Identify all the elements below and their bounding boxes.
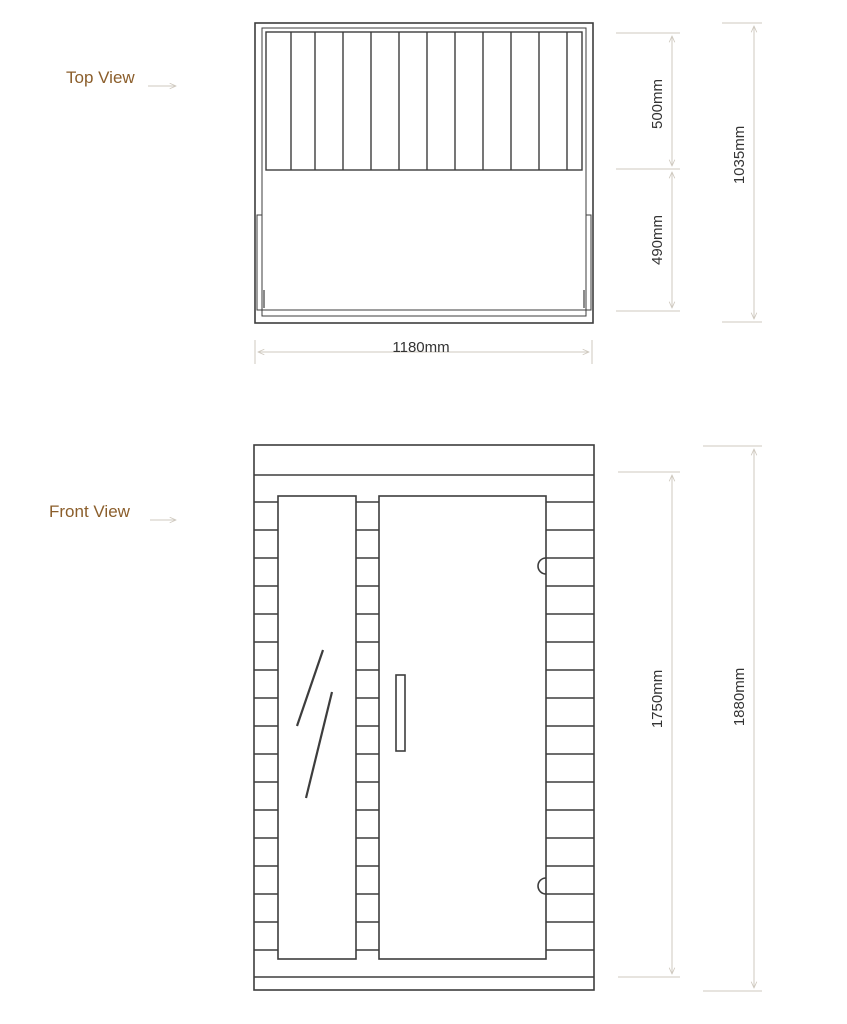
top-floor-depth-label: 490mm (649, 214, 666, 266)
top-bench-depth-label: 500mm (649, 78, 666, 130)
front-outer-frame (254, 445, 594, 990)
front-door-height-label: 1750mm (649, 669, 666, 729)
front-view-label: Front View (49, 502, 130, 521)
front-side-window (278, 496, 356, 959)
front-total-height-label: 1880mm (731, 667, 748, 727)
top-inner-wall (262, 28, 586, 316)
front-view (49, 445, 762, 991)
top-view-label: Top View (66, 68, 135, 87)
top-bench (266, 32, 582, 170)
door-hinge-top (538, 558, 546, 574)
top-total-depth-label: 1035mm (731, 125, 748, 185)
top-view (66, 23, 762, 364)
top-outer-wall (255, 23, 593, 323)
front-view-elevation (254, 445, 594, 990)
window-glare-lines (297, 650, 332, 798)
door-handle (396, 675, 405, 751)
front-wall-boards (254, 502, 594, 950)
door-hinge-bottom (538, 878, 546, 894)
top-view-plan (255, 23, 593, 323)
door-hinges (538, 558, 546, 894)
top-bench-slats (291, 32, 567, 170)
front-door (379, 496, 546, 959)
top-width-label: 1180mm (392, 339, 450, 356)
